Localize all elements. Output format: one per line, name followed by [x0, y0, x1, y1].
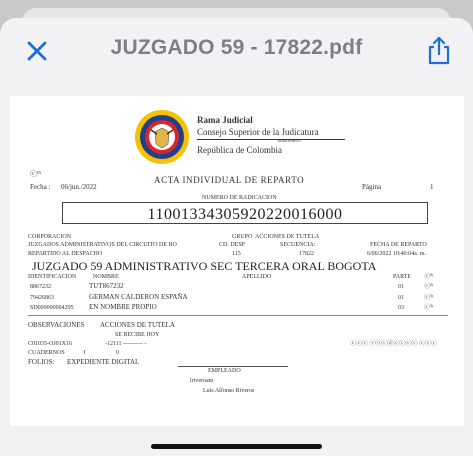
- cuadernos-extra: 0: [116, 350, 119, 356]
- party-id: 79426863: [30, 295, 54, 301]
- org-line-1: Rama Judicial: [197, 115, 253, 125]
- radicacion-box: [62, 202, 428, 224]
- party-name: EN NOMBRE PROPIO: [89, 303, 157, 311]
- parte-code: ⓒ⁰ᵗ: [424, 274, 434, 280]
- observaciones-label: OBSERVACIONES: [28, 321, 85, 329]
- party-name: GERMAN CALDERON ESPAÑA: [89, 293, 188, 301]
- viewer-header: [0, 18, 473, 86]
- doc-title: ACTA INDIVIDUAL DE REPARTO: [154, 175, 305, 185]
- code-line: C01035-OJ01X16: [28, 341, 73, 347]
- folios-value: EXPEDIENTE DIGITAL: [67, 358, 140, 366]
- party-parte: 01: [398, 295, 404, 301]
- pdf-page[interactable]: [10, 96, 464, 426]
- party-code: ⓒ⁰ᵗ: [424, 295, 434, 301]
- cd-desp-value: 115: [232, 251, 241, 257]
- nombre-label: NOMBRE: [93, 274, 119, 280]
- party-id: SD000000004295: [30, 305, 74, 311]
- org-small: REPARTIMENTO: [278, 139, 301, 143]
- signature-line: [178, 366, 288, 367]
- corp-value: JUZGADOS ADMINISTRATIVOS DEL CIRCUITO DE BO: [28, 242, 177, 248]
- grupo-label: GRUPO: [232, 234, 253, 240]
- party-parte: 01: [398, 284, 404, 290]
- observaciones-value: ACCIONES DE TUTELA: [100, 321, 175, 329]
- pagina-label: Página: [362, 183, 382, 191]
- document-title: JUZGADO 59 - 17822.pdf: [110, 36, 363, 59]
- share-button[interactable]: [425, 36, 453, 66]
- radicacion-label: NUMERO DE RADICACION: [202, 195, 277, 201]
- fecha-label: Fecha :: [30, 183, 51, 191]
- parte-label: PARTE: [393, 274, 412, 280]
- org-line-2: Consejo Superior de la Judicatura: [197, 127, 319, 137]
- se-recibe: SE RECIBE HOY: [115, 332, 160, 338]
- corporacion-label: CORPORACION: [28, 234, 72, 240]
- org-line-3: República de Colombia: [197, 145, 282, 155]
- party-code: ⓒ⁰ᵗ: [424, 305, 434, 311]
- share-icon: [425, 36, 453, 66]
- folios-label: FOLIOS:: [28, 358, 55, 366]
- fecha-reparto-value: 6/06/2022 10:40:04a. m.: [367, 251, 426, 257]
- close-icon: [24, 38, 50, 64]
- empleado-label: EMPLEADO: [208, 368, 241, 374]
- org-divider: [197, 139, 345, 140]
- apellido-label: APELLIDO: [242, 274, 272, 280]
- code-right: ⓒⓒⓒ ⓥⓞⓒⓓⓒⓒⓒⓒ ⓒⓒⓒ: [350, 341, 438, 347]
- radicacion-number: 11001334305920220016000: [147, 206, 343, 223]
- cuadernos-value: 1: [83, 350, 86, 356]
- empleado-user: lriveroam: [190, 378, 214, 384]
- home-indicator[interactable]: [151, 444, 322, 449]
- section-divider: [28, 315, 448, 316]
- fecha-value: 06/jun./2022: [61, 183, 97, 191]
- secuencia-label: SECUENCIA:: [280, 242, 316, 248]
- pagina-value: 1: [430, 183, 434, 191]
- empleado-name: Luis Alfonso Riveros: [203, 388, 255, 394]
- cuadernos-label: CUADERNOS: [28, 350, 65, 356]
- party-name: TUT867232: [89, 282, 124, 290]
- rama-judicial-logo-icon: [133, 108, 191, 166]
- party-code: ⓒ⁰ᵗ: [424, 284, 434, 290]
- grupo-value: ACCIONES DE TUTELA: [255, 234, 320, 240]
- close-button[interactable]: [24, 38, 50, 64]
- fecha-reparto-label: FECHA DE REPARTO: [370, 242, 427, 248]
- cd-desp-label: CD. DESP: [219, 242, 246, 248]
- party-id: 8867232: [30, 284, 51, 290]
- top-code: ⓒ⁰ᵗ: [30, 170, 42, 178]
- ident-label: IDENTIFICACION: [28, 274, 77, 280]
- despacho-name: JUZGADO 59 ADMINISTRATIVO SEC TERCERA ORAL BOGOTA: [32, 259, 377, 273]
- repartido-label: REPARTIDO AL DESPACHO: [28, 251, 103, 257]
- secuencia-value: 17822: [299, 251, 314, 257]
- code-line-mid: -12111 ---------- -: [105, 341, 147, 347]
- party-parte: 03: [398, 305, 404, 311]
